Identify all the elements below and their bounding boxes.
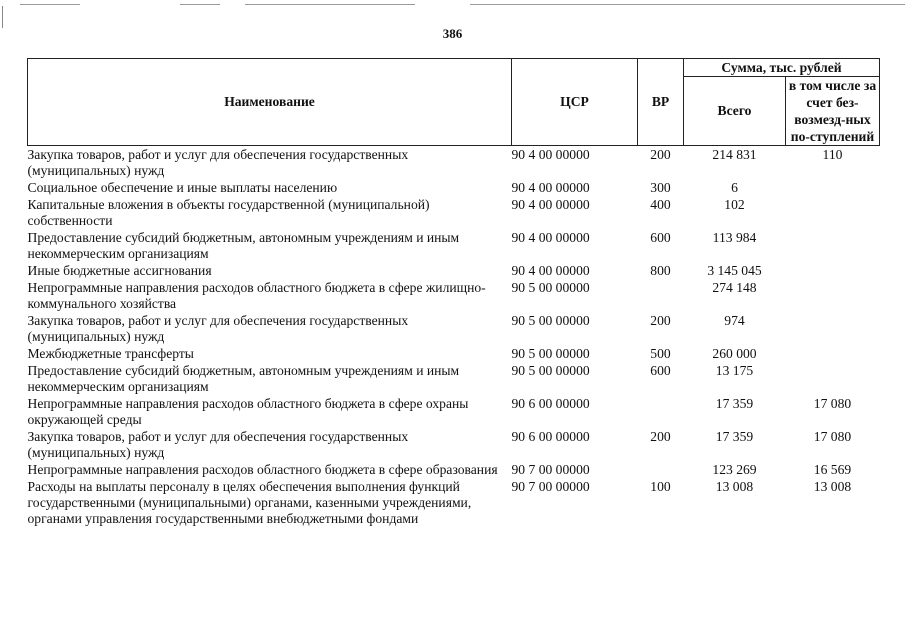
cell-vr xyxy=(638,461,684,478)
cell-csr: 90 5 00 00000 xyxy=(511,313,590,328)
table-row xyxy=(28,461,880,478)
cell-gratuitous xyxy=(786,262,880,279)
cell-vr: 800 xyxy=(650,263,671,278)
cell-total: 17 359 xyxy=(715,396,754,411)
cell-gratuitous: 13 008 xyxy=(813,479,852,494)
cell-total: 260 000 xyxy=(712,346,757,361)
cell-gratuitous xyxy=(786,229,880,262)
cell-name: Непрограммные направления расходов областного бюджета в сфере охраны окружающей среды xyxy=(27,396,469,427)
scan-edge-line xyxy=(470,4,905,5)
table-row xyxy=(28,229,880,262)
cell-total: 6 xyxy=(731,180,738,195)
cell-name: Предоставление субсидий бюджетным, автономным учреждениям и иным некоммерческим организациям xyxy=(27,230,460,261)
cell-csr: 90 5 00 00000 xyxy=(511,280,590,295)
cell-name: Расходы на выплаты персоналу в целях обеспечения выполнения функций государственными (муниципальными) органами, казенными учреждениями, органами управления государственными внебюджетными фондами xyxy=(27,479,472,526)
cell-total: 974 xyxy=(724,313,745,328)
cell-vr: 200 xyxy=(650,429,671,444)
cell-name: Предоставление субсидий бюджетным, автономным учреждениям и иным некоммерческим организациям xyxy=(27,363,460,394)
cell-vr: 300 xyxy=(650,180,671,195)
cell-vr: 600 xyxy=(650,230,671,245)
cell-csr: 90 6 00 00000 xyxy=(511,396,590,411)
cell-name: Закупка товаров, работ и услуг для обеспечения государственных (муниципальных) нужд xyxy=(27,429,409,460)
cell-name: Непрограммные направления расходов областного бюджета в сфере образования xyxy=(27,462,498,477)
budget-table xyxy=(27,58,880,527)
cell-gratuitous: 17 080 xyxy=(813,396,852,411)
scan-edge-line xyxy=(180,4,220,5)
cell-name: Межбюджетные трансферты xyxy=(27,346,194,361)
cell-total: 102 xyxy=(724,197,745,212)
table-row xyxy=(28,262,880,279)
cell-name: Капитальные вложения в объекты государственной (муниципальной) собственности xyxy=(27,197,430,228)
cell-gratuitous xyxy=(786,196,880,229)
cell-csr: 90 6 00 00000 xyxy=(511,429,590,444)
cell-vr xyxy=(638,395,684,428)
table-row xyxy=(28,196,880,229)
cell-gratuitous: 17 080 xyxy=(813,429,852,444)
table-row xyxy=(28,362,880,395)
table-body xyxy=(28,146,880,528)
cell-csr: 90 4 00 00000 xyxy=(511,180,590,195)
table-row xyxy=(28,279,880,312)
cell-total: 113 984 xyxy=(712,230,757,245)
cell-name: Закупка товаров, работ и услуг для обеспечения государственных (муниципальных) нужд xyxy=(27,147,409,178)
table-row xyxy=(28,478,880,527)
cell-csr: 90 4 00 00000 xyxy=(511,147,590,162)
table-row xyxy=(28,312,880,345)
page-number: 386 xyxy=(442,26,463,41)
cell-gratuitous: 110 xyxy=(822,147,843,162)
header-csr: ЦСР xyxy=(512,59,638,146)
cell-gratuitous xyxy=(786,179,880,196)
header-sum: Сумма, тыс. рублей xyxy=(684,59,880,77)
cell-total: 17 359 xyxy=(715,429,754,444)
cell-total: 274 148 xyxy=(712,280,757,295)
cell-gratuitous xyxy=(786,279,880,312)
cell-vr: 100 xyxy=(650,479,671,494)
header-vr: ВР xyxy=(638,59,684,146)
cell-total: 123 269 xyxy=(712,462,757,477)
table-row xyxy=(28,146,880,180)
cell-total: 214 831 xyxy=(712,147,757,162)
cell-csr: 90 5 00 00000 xyxy=(511,363,590,378)
cell-gratuitous: 16 569 xyxy=(813,462,852,477)
cell-total: 13 175 xyxy=(715,363,754,378)
cell-name: Закупка товаров, работ и услуг для обеспечения государственных (муниципальных) нужд xyxy=(27,313,409,344)
cell-vr: 200 xyxy=(650,313,671,328)
header-total: Всего xyxy=(684,77,786,146)
cell-csr: 90 5 00 00000 xyxy=(511,346,590,361)
scan-edge-line xyxy=(245,4,415,5)
table-row xyxy=(28,179,880,196)
scan-edge-line xyxy=(20,4,80,5)
cell-vr xyxy=(638,279,684,312)
cell-vr: 200 xyxy=(650,147,671,162)
cell-total: 13 008 xyxy=(715,479,754,494)
cell-gratuitous xyxy=(786,345,880,362)
scan-margin-mark xyxy=(2,6,3,28)
table-row xyxy=(28,428,880,461)
cell-csr: 90 4 00 00000 xyxy=(511,230,590,245)
table-row xyxy=(28,345,880,362)
cell-vr: 600 xyxy=(650,363,671,378)
header-gratuitous: в том числе за счет без-возмезд-ных по-ступлений xyxy=(786,77,880,146)
cell-csr: 90 4 00 00000 xyxy=(511,197,590,212)
cell-gratuitous xyxy=(786,362,880,395)
cell-vr: 500 xyxy=(650,346,671,361)
cell-csr: 90 7 00 00000 xyxy=(511,462,590,477)
table-row xyxy=(28,395,880,428)
cell-name: Непрограммные направления расходов областного бюджета в сфере жилищно-коммунального хозяйства xyxy=(27,280,486,311)
cell-name: Иные бюджетные ассигнования xyxy=(27,263,212,278)
cell-total: 3 145 045 xyxy=(707,263,762,278)
cell-gratuitous xyxy=(786,312,880,345)
cell-name: Социальное обеспечение и иные выплаты населению xyxy=(27,180,338,195)
cell-vr: 400 xyxy=(650,197,671,212)
cell-csr: 90 4 00 00000 xyxy=(511,263,590,278)
cell-csr: 90 7 00 00000 xyxy=(511,479,590,494)
header-name: Наименование xyxy=(28,59,512,146)
table-header xyxy=(28,59,880,146)
